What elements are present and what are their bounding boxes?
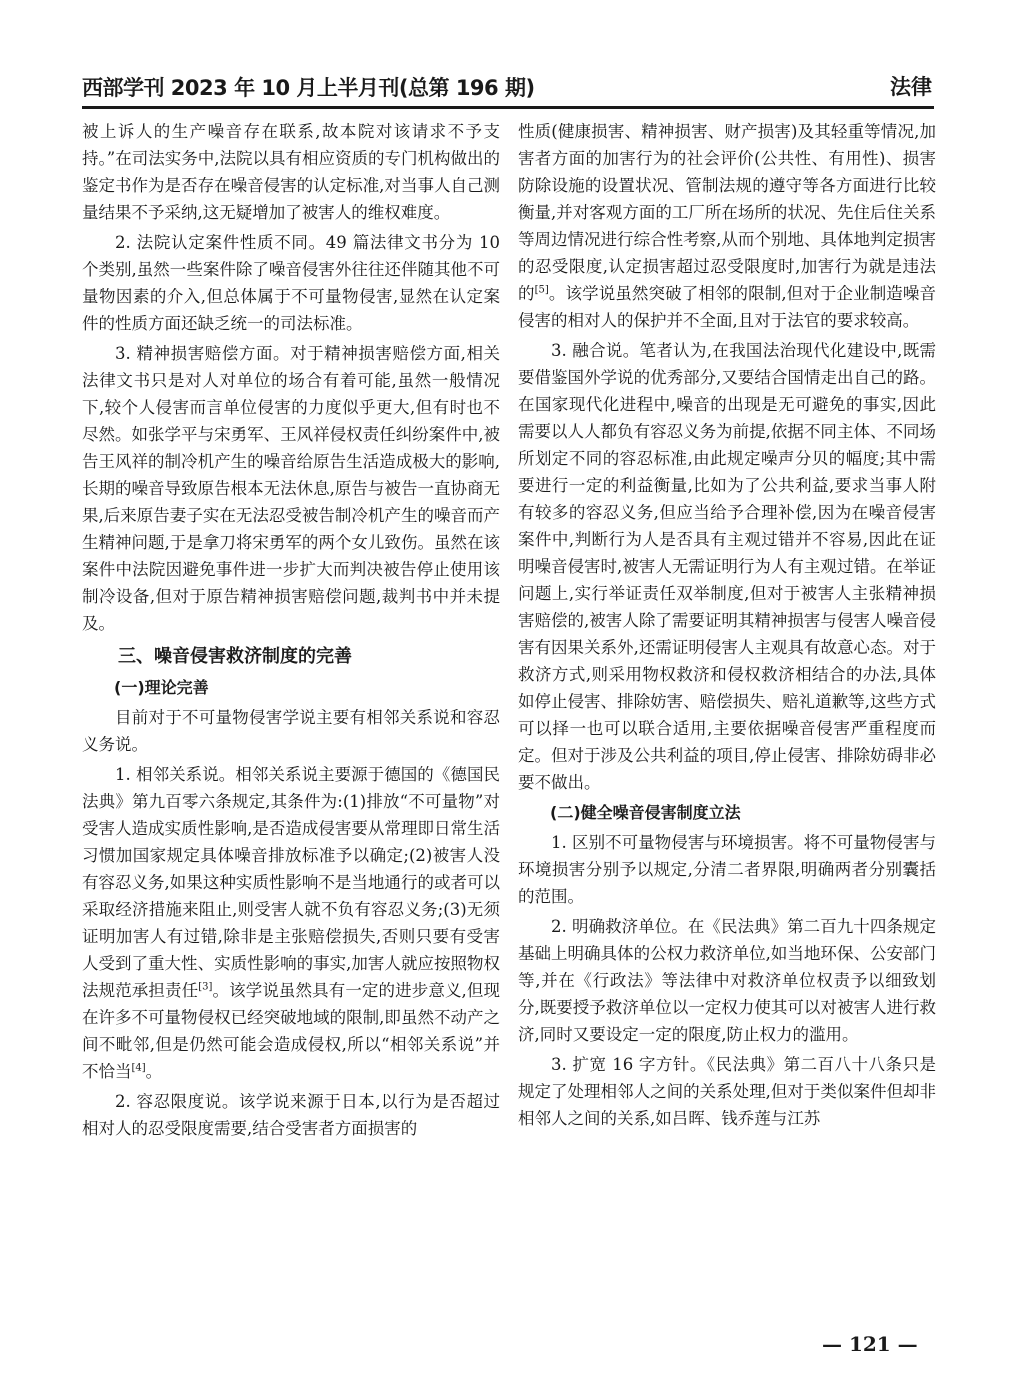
page-number: — 121 — [822,1332,918,1356]
header-rule [82,106,934,109]
citation-ref: [3] [198,981,213,993]
paragraph [82,761,500,1085]
paragraph: 目前对于不可量物侵害学说主要有相邻关系说和容忍义务说。 [82,708,500,754]
paragraph-text: 。该学说虽然具有一定的进步意义,但现在许多不可量物侵权已经突破地域的限制,即虽然不动产之间不毗邻,但是仍然可能会造成侵权,所以“相邻关系说”并不恰当 [82,981,501,1081]
paragraph-text: 。该学说虽然突破了相邻的限制,但对于企业制造噪音侵害的相对人的保护并不全面,且对于法官的要求较高。 [518,284,937,330]
paragraph-text: 性质(健康损害、精神损害、财产损害)及其轻重等情况,加害者方面的加害行为的社会评价(公共性、有用性)、损害防除设施的设置状况、管制法规的遵守等各方面进行比较衡量,并对客观方面的工厂所在场所的状况、先住后住关系等周边情况进行综合性考察,从而个别地、具体地判定损害的忍受限度,认定损害超过忍受限度时,加害行为就是违法的 [518,122,936,303]
paragraph-text: 。 [145,1062,163,1081]
journal-issue-label: 西部学刊 2023 年 10 月上半月刊(总第 196 期) [82,76,535,100]
paragraph-text: 1. 相邻关系说。相邻关系说主要源于德国的《德国民法典》第九百零六条规定,其条件为:(1)排放“不可量物”对受害人造成实质性影响,是否造成侵害要从常理即日常生活习惯加国家规定具体噪音排放标准予以确定;(2)被害人没有容忍义务,如果这种实质性影响不是当地通行的或者可以采取经济措施来阻止,则受害人就不负有容忍义务;(3)无须证明加害人有过错,除非是主张赔偿损失,否则只要有受害人受到了重大性、实质性影响的事实,加害人就应按照物权法规范承担责任 [82,765,500,1000]
section-label: 法律 [890,75,932,99]
citation-ref: [5] [534,284,549,296]
citation-ref: [4] [131,1062,146,1074]
paragraph: 3. 扩宽 16 字方针。《民法典》第二百八十八条只是规定了处理相邻人之间的关系处理,但对于类似案件但却非相邻人之间的关系,如吕晖、钱乔莲与江苏 [518,1055,936,1128]
right-column [518,118,936,1135]
running-header [82,68,934,102]
paragraph: 2. 法院认定案件性质不同。49 篇法律文书分为 10 个类别,虽然一些案件除了噪音侵害外往往还伴随其他不可量物因素的介入,但总体属于不可量物侵害,显然在认定案件的性质方面还缺乏统一的司法标准。 [82,233,500,333]
paragraph: 2. 明确救济单位。在《民法典》第二百九十四条规定基础上明确具体的公权力救济单位,如当地环保、公安部门等,并在《行政法》等法律中对救济单位权责予以细致划分,既要授予救济单位以一定权力使其可以对被害人进行救济,同时又要设定一定的限度,防止权力的滥用。 [518,917,936,1044]
paragraph: 3. 精神损害赔偿方面。对于精神损害赔偿方面,相关法律文书只是对人对单位的场合有着可能,虽然一般情况下,较个人侵害而言单位侵害的力度似乎更大,但有时也不尽然。如张学平与宋勇军、王风祥侵权责任纠纷案件中,被告王风祥的制冷机产生的噪音给原告生活造成极大的影响,长期的噪音导致原告根本无法休息,原告与被告一直协商无果,后来原告妻子实在无法忍受被告制冷机产生的噪音而产生精神问题,于是拿刀将宋勇军的两个女儿致伤。虽然在该案件中法院因避免事件进一步扩大而判决被告停止使用该制冷设备,但对于原告精神损害赔偿问题,裁判书中并未提及。 [82,344,500,633]
paragraph: 3. 融合说。笔者认为,在我国法治现代化建设中,既需要借鉴国外学说的优秀部分,又要结合国情走出自己的路。在国家现代化进程中,噪音的出现是无可避免的事实,因此需要以人人都负有容忍义务为前提,依据不同主体、不同场所划定不同的容忍标准,由此规定噪声分贝的幅度;其中需要进行一定的利益衡量,比如为了公共利益,要求当事人附有较多的容忍义务,但应当给予合理补偿,因为在噪音侵害案件中,判断行为人是否具有主观过错并不容易,因此在证明噪音侵害时,被害人无需证明行为人有主观过错。在举证问题上,实行举证责任双举制度,但对于被害人主张精神损害赔偿的,被害人除了需要证明其精神损害与侵害人噪音侵害有因果关系外,还需证明侵害人主观具有故意心态。对于救济方式,则采用物权救济和侵权救济相结合的办法,具体如停止侵害、排除妨害、赔偿损失、赔礼道歉等,这些方式可以择一也可以联合适用,主要依据噪音侵害严重程度而定。但对于涉及公共利益的项目,停止侵害、排除妨碍非必要不做出。 [518,341,936,792]
paragraph [518,118,936,334]
subsection-heading: (二)健全噪音侵害制度立法 [550,803,741,822]
left-column [82,118,500,1145]
subsection-heading: (一)理论完善 [114,678,209,697]
paragraph: 1. 区别不可量物侵害与环境损害。将不可量物侵害与环境损害分别予以规定,分清二者界限,明确两者分别囊括的范围。 [518,833,936,906]
paragraph: 被上诉人的生产噪音存在联系,故本院对该请求不予支持。”在司法实务中,法院以具有相应资质的专门机构做出的鉴定书作为是否存在噪音侵害的认定标准,对当事人自己测量结果不予采纳,这无疑增加了被害人的维权难度。 [82,122,500,222]
section-heading: 三、噪音侵害救济制度的完善 [118,646,352,667]
paragraph: 2. 容忍限度说。该学说来源于日本,以行为是否超过相对人的忍受限度需要,结合受害者方面损害的 [82,1092,500,1138]
